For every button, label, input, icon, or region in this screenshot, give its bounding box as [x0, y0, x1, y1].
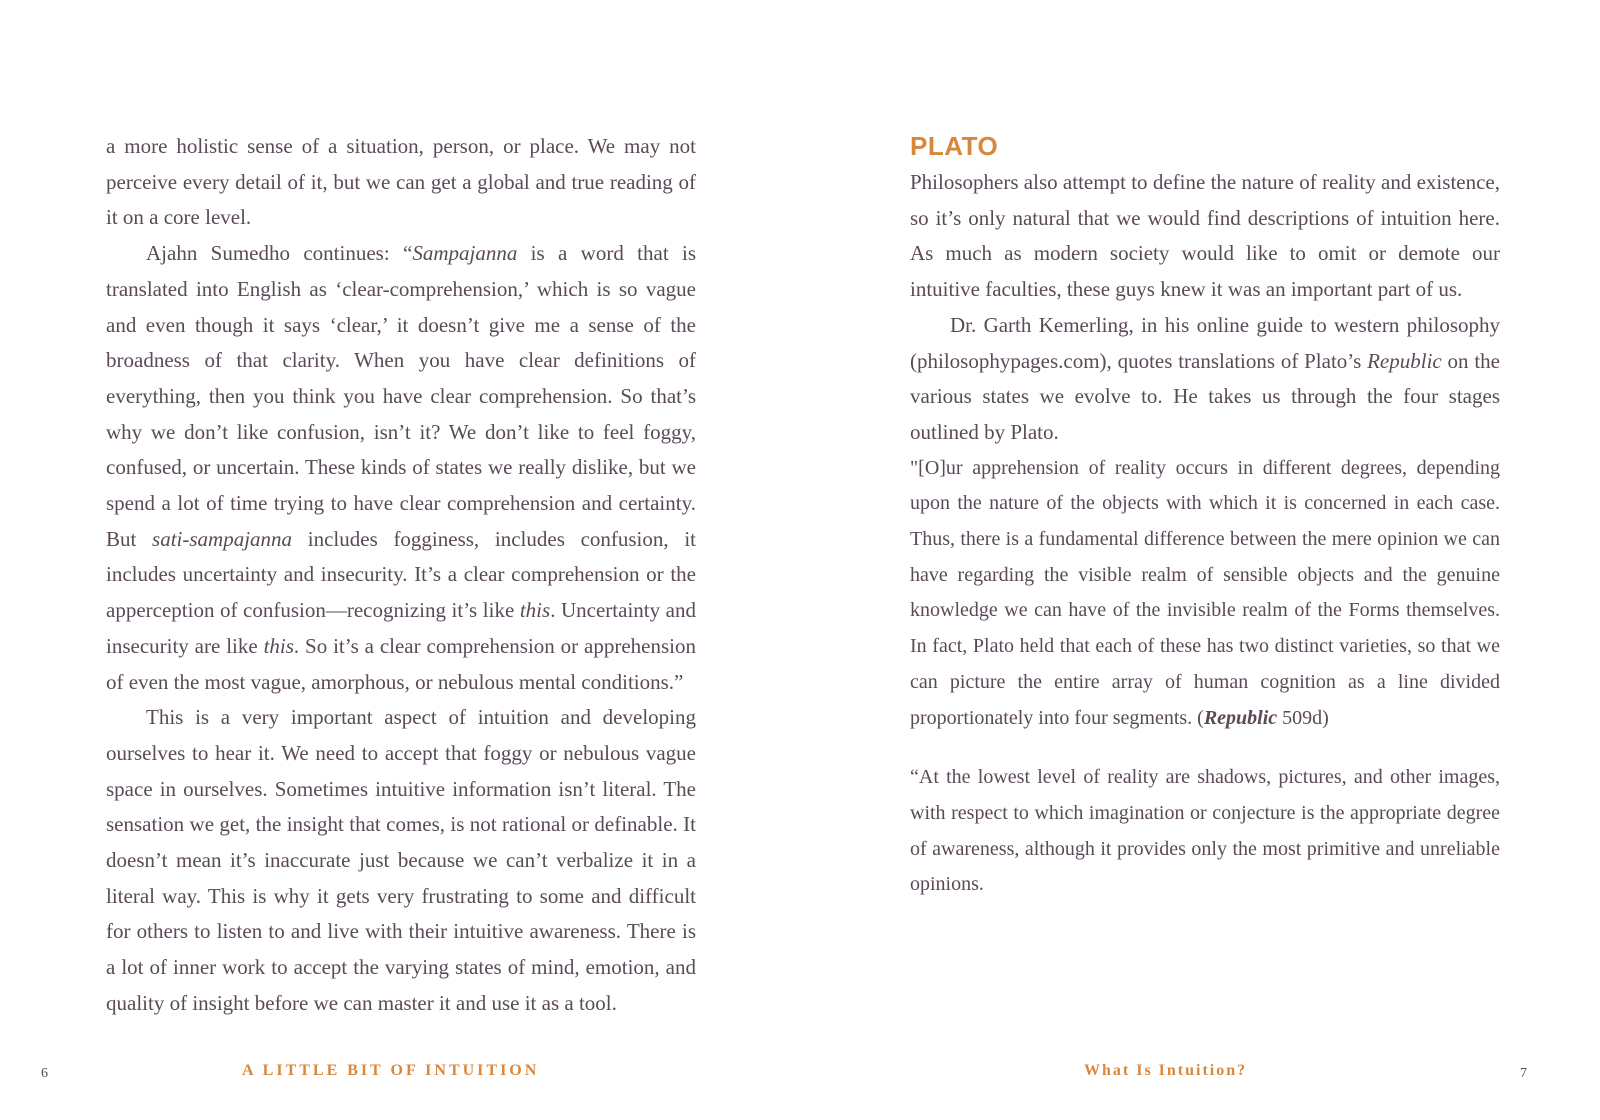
paragraph [106, 236, 696, 700]
text-run: . Uncertainty and insecurity are like [106, 598, 696, 658]
block-quote [910, 451, 1500, 737]
paragraph [910, 165, 1500, 308]
left-body-text [106, 129, 696, 1022]
text-run: on the various states we evolve to. He takes us through the four stages outlined by Plato. [910, 348, 1500, 444]
right-page [800, 0, 1600, 1120]
text-run: Ajahn Sumedho continues: “ [146, 241, 413, 266]
block-quote [910, 760, 1500, 903]
italic-text: this [519, 598, 551, 623]
paragraph [910, 308, 1500, 451]
text-run: . So it’s a clear comprehension or apprehension of even the most vague, amorphous, or nebulous mental conditions.” [106, 633, 696, 694]
text-run: includes fogginess, includes confusion, it includes uncertainty and insecurity. It’s a clear comprehension or the apperception of confusion—recognizing it’s like [106, 526, 697, 623]
page-number-left: 6 [41, 1066, 48, 1081]
running-head-book-title: A LITTLE BIT OF INTUITION [242, 1062, 540, 1079]
text-run: Philosophers also attempt to define the nature of reality and existence, so it’s only natural that we would find descriptions of intuition here. As much as modern society would like to omit or demote our intuitive faculties, these guys knew it was an important part of us. [910, 170, 1500, 302]
text-run: This is a very important aspect of intuition and developing ourselves to hear it. We need to accept that foggy or nebulous vague space in ourselves. Sometimes intuitive information isn’t literal. The sensation we get, the insight that comes, is not rational or definable. It doesn’t mean it’s inaccurate just because we can’t verbalize it in a literal way. This is why it gets very frustrating to some and difficult for others to listen to and live with their intuitive awareness. There is a lot of inner work to accept the varying states of mind, emotion, and quality of insight before we can master it and use it as a tool. [106, 705, 696, 1015]
text-run: is a word that is translated into English as ‘clear-comprehension,’ which is so vague and even though it says ‘clear,’ it doesn’t give me a sense of the broadness of that clarity. When you have clear definitions of everything, then you think you have clear comprehension. So that’s why we don’t like confusion, isn’t it? We don’t like to feel foggy, confused, or uncertain. These kinds of states we really dislike, but we spend a lot of time trying to have clear comprehension and certainty. But [106, 241, 697, 551]
paragraph [106, 700, 696, 1021]
text-run: a more holistic sense of a situation, person, or place. We may not perceive every detail of it, but we can get a global and true reading of it on a core level. [106, 134, 696, 230]
right-paragraphs [910, 165, 1500, 451]
italic-text: sati-sampajanna [152, 526, 293, 551]
right-body-text [910, 129, 1500, 903]
bold-italic-text: Republic [1203, 706, 1278, 729]
page-number-right: 7 [1520, 1066, 1527, 1081]
text-run: 509d) [1277, 706, 1329, 729]
italic-text: Sampajanna [412, 241, 518, 266]
running-head-chapter-title: What Is Intuition? [1084, 1062, 1248, 1079]
text-run: "[O]ur apprehension of reality occurs in different degrees, depending upon the nature of the objects with which it is concerned in each case. Thus, there is a fundamental difference between the mere opinion we can have regarding the visible realm of sensible objects and the genuine knowledge we can have of the invisible realm of the Forms themselves. In fact, Plato held that each of these has two distinct varieties, so that we can picture the entire array of human cognition as a line divided proportionately into four segments. ( [910, 456, 1500, 729]
text-run: Dr. Garth Kemerling, in his online guide to western philosophy (philosophypages.com), quotes translations of Plato’s [910, 312, 1500, 373]
text-run: “At the lowest level of reality are shadows, pictures, and other images, with respect to which imagination or conjecture is the appropriate degree of awareness, although it provides only the most primitive and unreliable opinions. [910, 766, 1500, 896]
block-quotes [910, 451, 1500, 903]
paragraph [106, 129, 696, 236]
italic-text: this [263, 633, 294, 658]
section-heading: PLATO [910, 131, 999, 161]
italic-text: Republic [1367, 348, 1442, 373]
